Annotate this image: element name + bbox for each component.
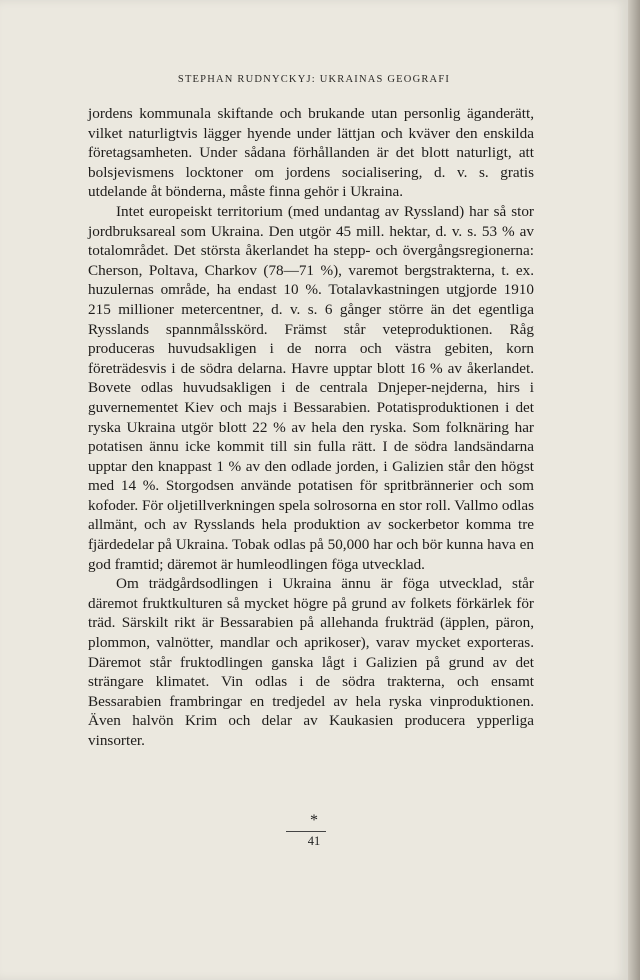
paragraph-3: Om trädgårdsodlingen i Ukraina ännu är föga utvecklad, står däremot fruktkulturen så mycket högre på grund av folkets förkärlek för träd. Särskilt rikt är Bessarabien på allehanda frukträd (äpplen, päron, plommon, valnötter, mandlar och aprikoser), varav mycket exporteras. Däremot står fruktodlingen ganska lågt i Galizien på grund av det strängare klimatet. Vin odlas i de södra trakterna, och ensamt Bessarabien frambringar en tredjedel av hela ryska vinproduktionen. Även halvön Krim och delar av Kaukasien producera ypperliga vinsorter. [88, 575, 534, 749]
body-text [88, 104, 534, 751]
running-head: STEPHAN RUDNYCKYJ: UKRAINAS GEOGRAFI [177, 74, 451, 85]
page-edge [628, 0, 640, 980]
paragraph-1: jordens kommunala skiftande och brukande utan personlig äganderätt, vilket naturligtvis lägger hyende under lättjan och kväver den enskilda företagsamheten. Under sådana förhållanden är det blott naturligt, att bolsjevismens locktoner om jordens socialisering, d. v. s. gratis utdelande åt bönderna, måste finna gehör i Ukraina. [88, 105, 534, 201]
page-number: 41 [307, 834, 321, 848]
folio-rule [286, 831, 326, 832]
section-mark: * [310, 812, 318, 829]
paragraph-2: Intet europeiskt territorium (med undantag av Ryssland) har så stor jordbruksareal som Ukraina. Den utgör 45 mill. hektar, d. v. s. 53 % av totalområdet. Det största åkerlandet ha stepp- och övergångsregionerna: Cherson, Poltava, Charkov (78—71 %), varemot bergstrakterna, t. ex. huzulernas område, ha endast 10 %. Totalavkastningen utgjorde 1910 215 millioner metercentner, d. v. s. 6 gånger större än det egentliga Rysslands spannmålsskörd. Främst står veteproduktionen. Råg produceras huvudsakligen i de norra och västra gebiten, korn företrädesvis i de södra delarna. Havre upptar blott 16 % av åkerlandet. Bovete odlas huvudsakligen i de centrala Dnjeper-nejderna, hirs i guvernementet Kiev och majs i Bessarabien. Potatisproduktionen i det ryska Ukraina utgör blott 22 % av hela den ryska. Som folknäring har potatisen ännu icke kommit till sin fulla rätt. I de södra landsändarna upptar den knappast 1 % av den odlade jorden, i Galizien står den högst med 14 %. Storgodsen använde potatisen för spritbrännerier och som kofoder. För oljetillverkningen spela solrosorna en stor roll. Vallmo odlas allmänt, och av Rysslands hela produktion av sockerbetor komma tre fjärdedelar på Ukraina. Tobak odlas på 50,000 har och bör kunna hava en god framtid; däremot är humleodlingen föga utvecklad. [88, 202, 534, 573]
